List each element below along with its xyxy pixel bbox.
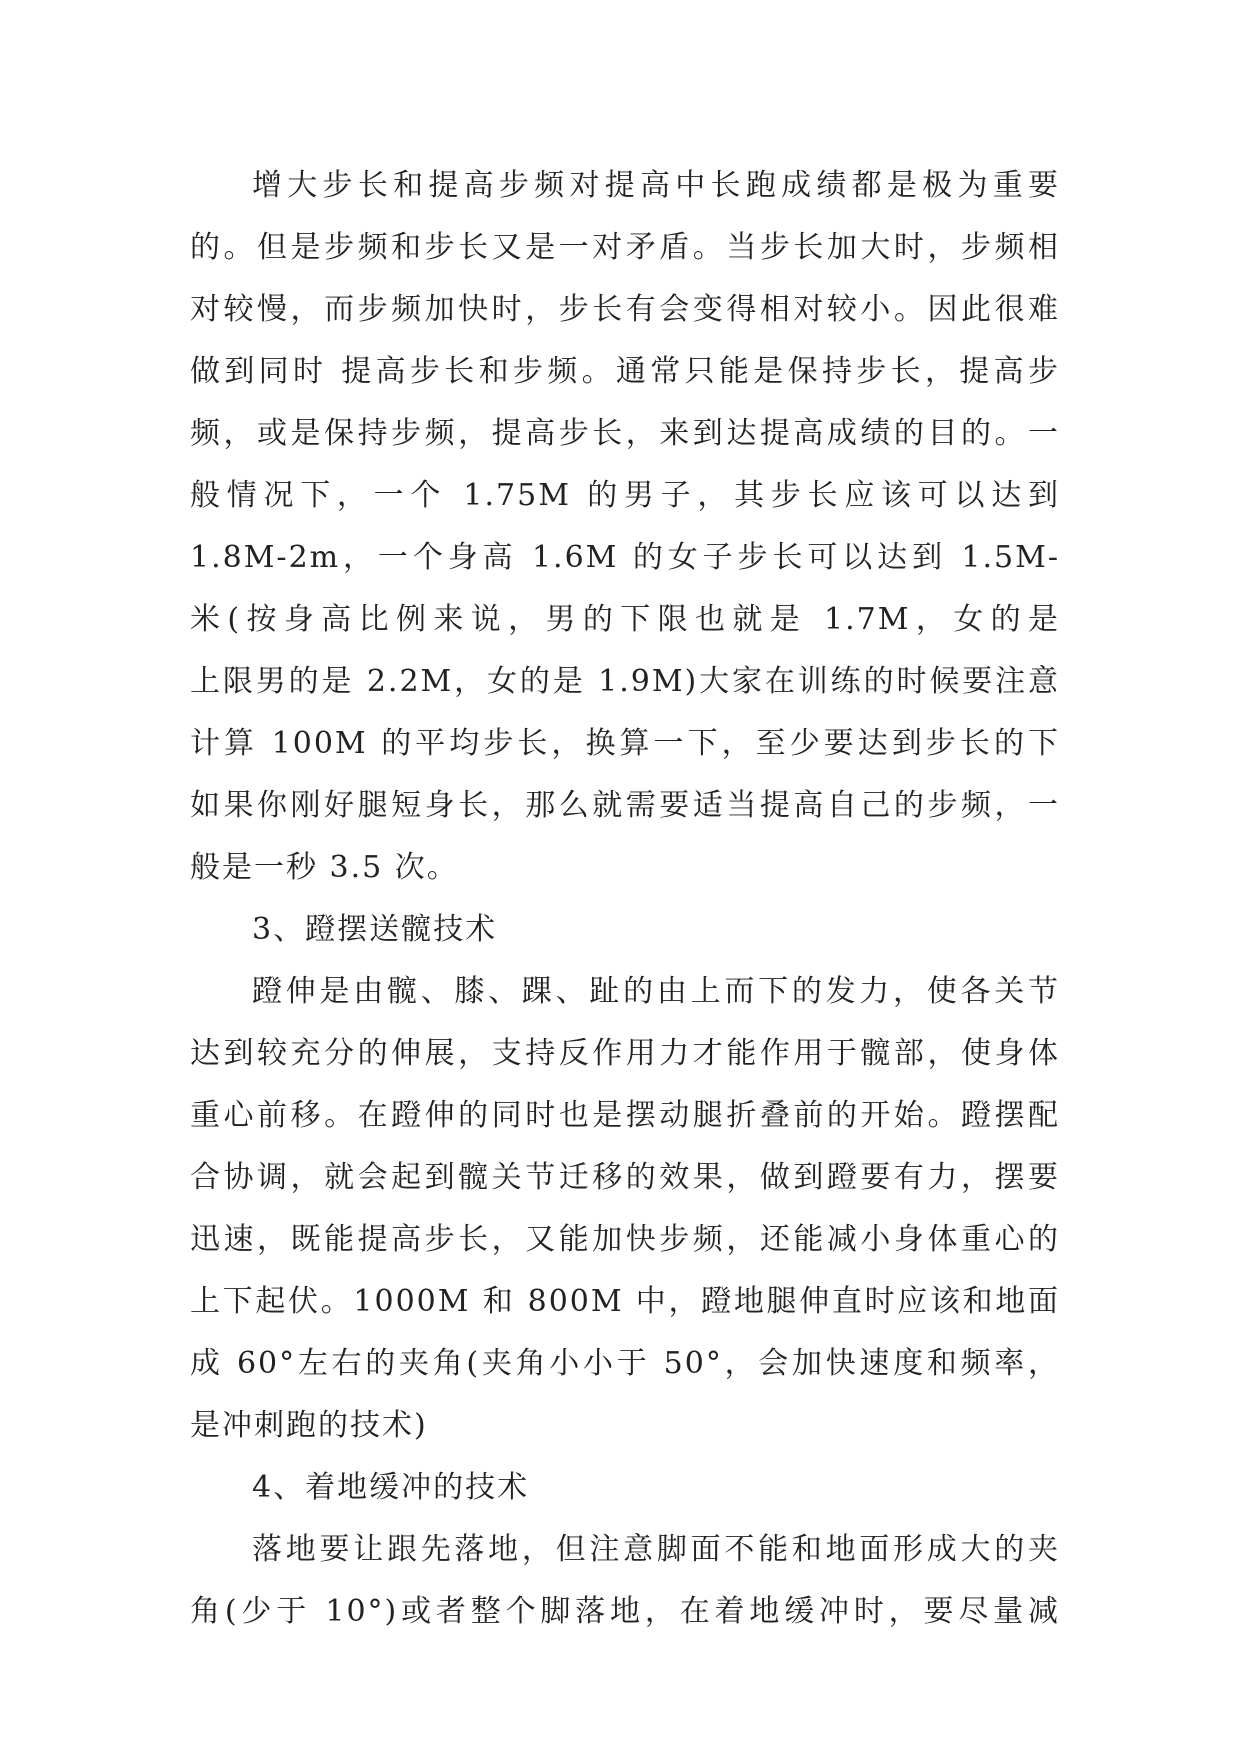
paragraph-line: 如果你刚好腿短身长，那么就需要适当提高自己的步频，一 xyxy=(190,788,1060,823)
paragraph-line: 合协调，就会起到髋关节迁移的效果，做到蹬要有力，摆要 xyxy=(190,1160,1060,1195)
paragraph-line: 做到同时 提高步长和步频。通常只能是保持步长，提高步 xyxy=(190,354,1060,389)
paragraph-line: 上下起伏。1000M 和 800M 中，蹬地腿伸直时应该和地面 xyxy=(190,1284,1060,1319)
section-heading: 4、着地缓冲的技术 xyxy=(252,1470,530,1505)
paragraph-line: 重心前移。在蹬伸的同时也是摆动腿折叠前的开始。蹬摆配 xyxy=(190,1098,1060,1133)
paragraph-line: 米(按身高比例来说，男的下限也就是 1.7M，女的是 xyxy=(190,602,1060,637)
paragraph-line: 落地要让跟先落地，但注意脚面不能和地面形成大的夹 xyxy=(252,1532,1060,1567)
paragraph-line: 上限男的是 2.2M，女的是 1.9M)大家在训练的时候要注意 xyxy=(190,664,1060,699)
paragraph-line: 对较慢，而步频加快时，步长有会变得相对较小。因此很难 xyxy=(190,292,1060,327)
paragraph-line: 频，或是保持步频，提高步长，来到达提高成绩的目的。一 xyxy=(190,416,1060,451)
paragraph-line: 1.8M-2m，一个身高 1.6M 的女子步长可以达到 1.5M- xyxy=(190,540,1060,575)
paragraph-line: 的。但是步频和步长又是一对矛盾。当步长加大时，步频相 xyxy=(190,230,1060,265)
paragraph-line: 达到较充分的伸展，支持反作用力才能作用于髋部，使身体 xyxy=(190,1036,1060,1071)
section-heading: 3、蹬摆送髋技术 xyxy=(252,912,498,947)
document-body xyxy=(190,155,1060,1643)
paragraph-line: 蹬伸是由髋、膝、踝、趾的由上而下的发力，使各关节 xyxy=(252,974,1060,1009)
paragraph-line: 增大步长和提高步频对提高中长跑成绩都是极为重要 xyxy=(252,168,1060,203)
paragraph-line: 般情况下，一个 1.75M 的男子，其步长应该可以达到 xyxy=(190,478,1060,513)
paragraph-line: 计算 100M 的平均步长，换算一下，至少要达到步长的下 xyxy=(190,726,1060,761)
paragraph-line: 成 60°左右的夹角(夹角小小于 50°，会加快速度和频率， xyxy=(190,1346,1060,1381)
paragraph-line: 迅速，既能提高步长，又能加快步频，还能减小身体重心的 xyxy=(190,1222,1060,1257)
paragraph-line: 是冲刺跑的技术) xyxy=(190,1408,428,1443)
paragraph-line: 角(少于 10°)或者整个脚落地，在着地缓冲时，要尽量减 xyxy=(190,1594,1060,1629)
paragraph-line: 般是一秒 3.5 次。 xyxy=(190,850,459,885)
